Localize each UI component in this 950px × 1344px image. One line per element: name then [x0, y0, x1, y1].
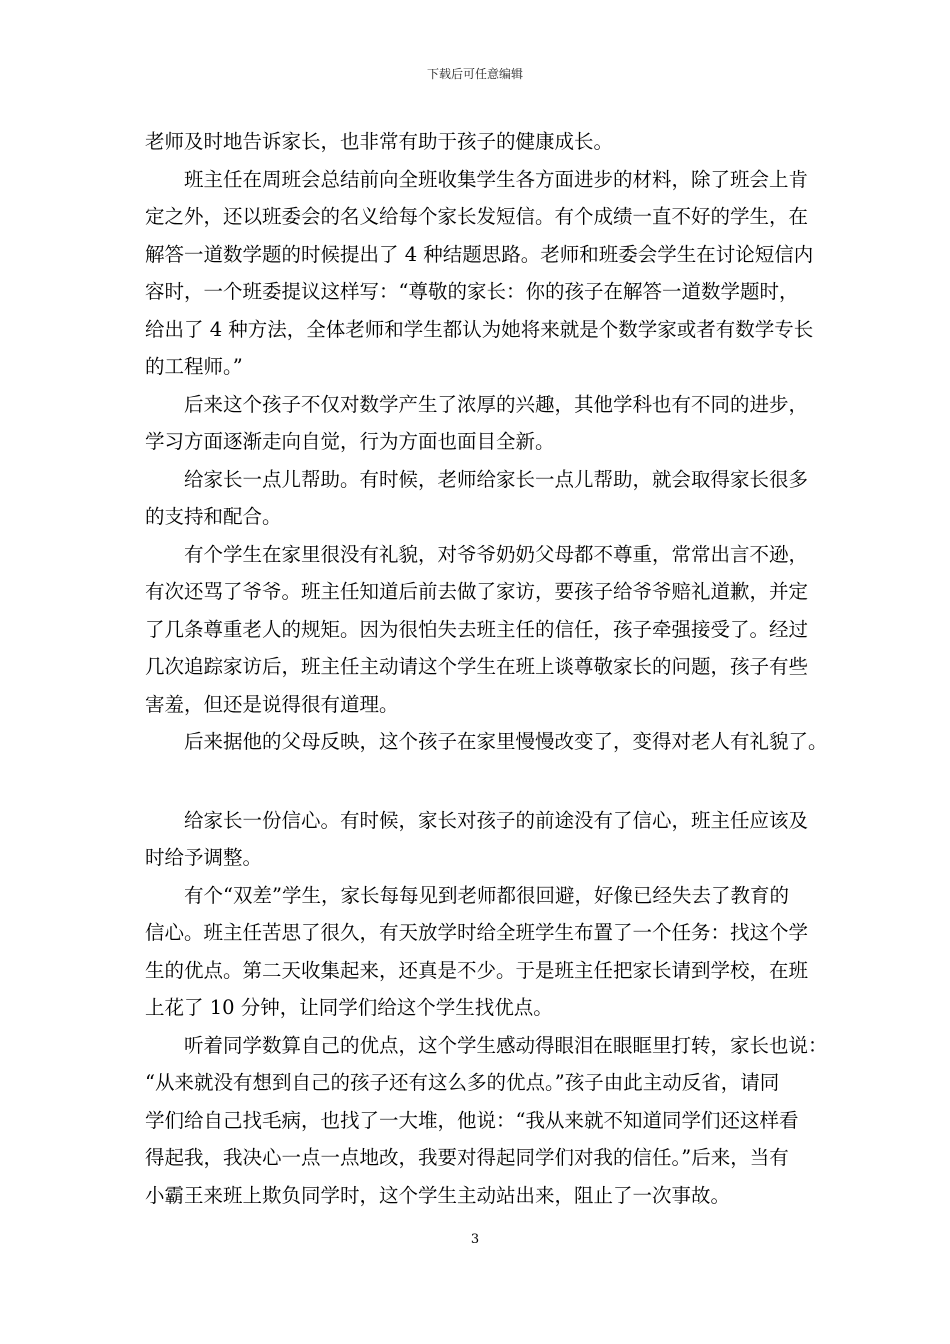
paragraph-line: 信心。班主任苦思了很久，有天放学时给全班学生布置了一个任务：找这个学 [145, 921, 809, 944]
paragraph-5 [145, 536, 810, 724]
paragraph-3 [145, 386, 810, 461]
paragraph-line: 班主任在周班会总结前向全班收集学生各方面进步的材料，除了班会上肯 [184, 167, 809, 191]
paragraph-4 [145, 461, 810, 536]
paragraph-line: 上花了 10 分钟，让同学们给这个学生找优点。 [145, 996, 553, 1019]
paragraph-line: 小霸王来班上欺负同学时，这个学生主动站出来，阻止了一次事故。 [145, 1183, 731, 1207]
paragraph-line: 有个“双差”学生，家长每每见到老师都很回避，好像已经失去了教育的 [184, 883, 789, 907]
paragraph-line: 解答一道数学题的时候提出了 4 种结题思路。老师和班委会学生在讨论短信内 [145, 242, 814, 266]
paragraph-line: 定之外，还以班委会的名义给每个家长发短信。有个成绩一直不好的学生，在 [145, 205, 809, 228]
document-body [145, 123, 828, 1214]
paragraph-line: 有个学生在家里很没有礼貌，对爷爷奶奶父母都不尊重，常常出言不逊， [184, 542, 809, 566]
paragraph-line: 后来这个孩子不仅对数学产生了浓厚的兴趣，其他学科也有不同的进步， [184, 392, 809, 416]
paragraph-line: 后来据他的父母反映，这个孩子在家里慢慢改变了，变得对老人有礼貌了。 [184, 730, 828, 753]
paragraph-line: 学们给自己找毛病，也找了一大堆，他说：“我从来就不知道同学们还这样看 [145, 1108, 799, 1132]
paragraph-2 [145, 161, 814, 386]
paragraph-line: 有次还骂了爷爷。班主任知道后前去做了家访，要孩子给爷爷赔礼道歉，并定 [145, 580, 809, 603]
paragraph-line: 听着同学数算自己的优点，这个学生感动得眼泪在眼眶里打转，家长也说： [184, 1033, 828, 1057]
paragraph-line: 的工程师。” [145, 355, 243, 378]
paragraph-line: 给家长一点儿帮助。有时候，老师给家长一点儿帮助，就会取得家长很多 [184, 467, 809, 491]
paragraph-1 [145, 123, 810, 161]
paragraph-8 [145, 877, 810, 1027]
paragraph-line: 害羞，但还是说得很有道理。 [145, 692, 399, 716]
paragraph-line: 给家长一份信心。有时候，家长对孩子的前途没有了信心，班主任应该及 [184, 808, 809, 832]
paragraph-7 [145, 802, 810, 877]
paragraph-line: 给出了 4 种方法，全体老师和学生都认为她将来就是个数学家或者有数学专长 [145, 317, 814, 341]
paragraph-line: 几次追踪家访后，班主任主动请这个学生在班上谈尊敬家长的问题，孩子有些 [145, 655, 809, 678]
paragraph-line: 老师及时地告诉家长，也非常有助于孩子的健康成长。 [145, 130, 614, 153]
paragraph-line: 学习方面逐渐走向自觉，行为方面也面目全新。 [145, 430, 555, 453]
page-number: 3 [470, 1232, 480, 1247]
paragraph-line: 时给予调整。 [145, 846, 263, 869]
paragraph-line: “从来就没有想到自己的孩子还有这么多的优点。”孩子由此主动反省，请同 [145, 1071, 780, 1094]
paragraph-line: 容时，一个班委提议这样写：“尊敬的家长：你的孩子在解答一道数学题时， [145, 280, 799, 303]
paragraph-6 [145, 723, 828, 761]
paragraph-spacer [145, 761, 810, 802]
paragraph-line: 了几条尊重老人的规矩。因为很怕失去班主任的信任，孩子牵强接受了。经过 [145, 617, 809, 641]
paragraph-9 [145, 1027, 828, 1215]
paragraph-line: 得起我，我决心一点一点地改，我要对得起同学们对我的信任。”后来，当有 [145, 1146, 789, 1169]
paragraph-line: 的支持和配合。 [145, 505, 282, 528]
page-header: 下载后可任意编辑 [426, 67, 523, 81]
paragraph-line: 生的优点。第二天收集起来，还真是不少。于是班主任把家长请到学校，在班 [145, 958, 809, 982]
